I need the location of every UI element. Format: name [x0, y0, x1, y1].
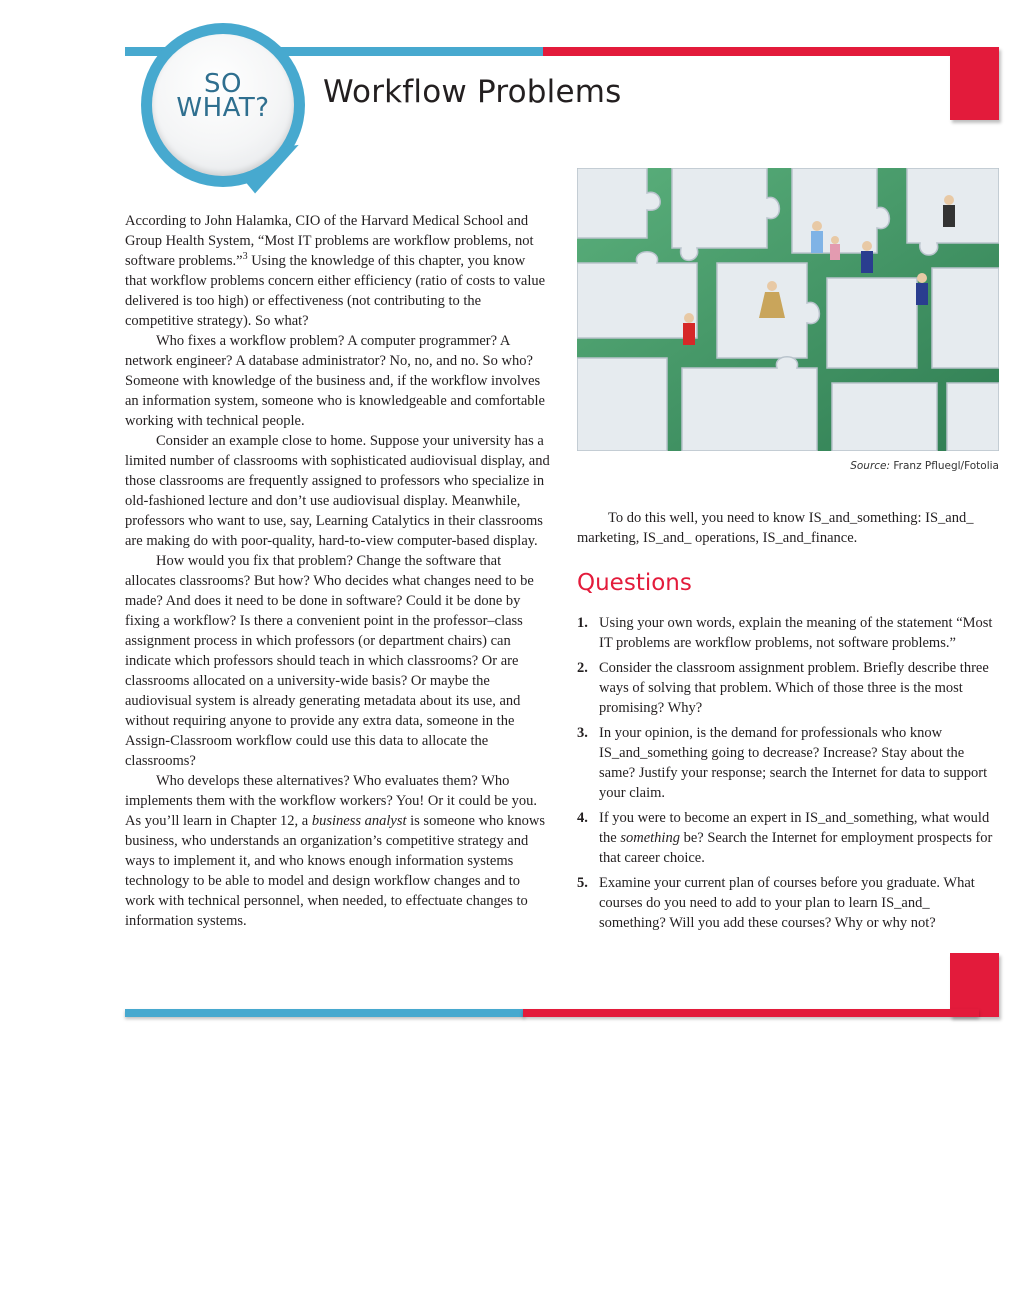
question-text: Using your own words, explain the meaning of the statement “Most IT problems are workflow problems, not software problems.”: [599, 615, 993, 651]
paragraph-1-b: Using the knowledge of this chapter, you know that workflow problems concern either efficiency (ratio of costs to value delivered is too high) or effectiveness (not contributing to the competitive strategy). So what?: [125, 253, 546, 329]
header-red-bar: [543, 47, 979, 56]
header-red-tab: [950, 47, 999, 120]
footer-red-bar: [523, 1009, 979, 1017]
question-number: 5.: [577, 875, 588, 891]
paragraph-5-a: Who develops these alternatives? Who evaluates them? Who implements them with the workflow workers? You! Or it could be you. As you’ll learn in Chapter 12, a: [125, 773, 537, 829]
so-what-badge-text: [152, 69, 294, 123]
paragraph-1-a: According to John Halamka, CIO of the Harvard Medical School and Group Health System, “Most IT problems are workflow problems, not software problems.”: [125, 213, 534, 269]
photo-credit-text: Franz Pfluegl/Fotolia: [890, 460, 999, 472]
paragraph-1: [125, 211, 550, 331]
photo-credit-label: Source:: [850, 460, 891, 472]
photo-credit: [577, 460, 999, 472]
question-item-5: [577, 873, 997, 933]
badge-line-2: WHAT?: [176, 93, 270, 123]
question-text: In your opinion, is the demand for professionals who know IS_and_something going to decrease? Increase? Stay about the same? Justify your response; search the Internet for data to support your claim.: [599, 725, 988, 801]
body-text-left: [125, 211, 550, 931]
page-title: Workflow Problems: [323, 74, 622, 110]
question-text: Examine your current plan of courses before you graduate. What courses do you need to add to your plan to learn IS_and_ something? Will you add these courses? Why or why not?: [599, 875, 975, 931]
question-number: 2.: [577, 660, 588, 676]
paragraph-5: [125, 771, 550, 931]
questions-heading: Questions: [577, 570, 692, 596]
question-number: 4.: [577, 810, 588, 826]
paragraph-4: How would you fix that problem? Change the software that allocates classrooms? But how? Who decides what changes need to be made? And does it need to be done in software? Could it be done by fixing a workflow? Is there a convenient point in the professor–class assignment process in which professors (or department chairs) can indicate which professors should teach in which classrooms? Or are classrooms allocated on a university-wide basis? Or maybe the audiovisual system is already generating metadata about its use, and without requiring anyone to provide any extra data, someone in the Assign-Classroom workflow could use this data to allocate the classrooms?: [125, 553, 534, 769]
question-item-3: [577, 723, 997, 803]
footer-blue-bar: [125, 1009, 525, 1017]
paragraph-3: Consider an example close to home. Suppose your university has a limited number of classrooms with sophisticated audiovisual display, and those classrooms are frequently assigned to professors who specialize in old-fashioned lecture and don’t use audiovisual display. Meanwhile, professors who want to use, say, Learning Catalytics in their classrooms are making do with poor-quality, hard-to-view computer-based display.: [125, 433, 550, 549]
question-text-em: something: [620, 830, 680, 846]
footer-red-tab: [950, 953, 999, 1017]
question-text-a: If you were to become an expert in IS_and_something, what would the: [599, 810, 990, 846]
question-item-4: [577, 808, 997, 868]
puzzle-photo: [577, 168, 999, 451]
questions-list: [577, 613, 997, 938]
question-text: Consider the classroom assignment problem. Briefly describe three ways of solving that problem. Which of those three is the most promising? Why?: [599, 660, 989, 716]
question-item-2: [577, 658, 997, 718]
question-number: 3.: [577, 725, 588, 741]
footnote-marker: 3: [242, 251, 248, 263]
paragraph-5-b: is someone who knows business, who understands an organization’s competitive strategy and ways to implement it, and who knows enough information systems technology to be able to model and design workflow changes and to work with technical personnel, when needed, to effectuate changes to information systems.: [125, 813, 546, 929]
right-intro-paragraph: To do this well, you need to know IS_and_something: IS_and_ marketing, IS_and_ operations, IS_and_finance.: [577, 510, 974, 546]
paragraph-2: Who fixes a workflow problem? A computer programmer? A network engineer? A database administrator? No, no, and no. So who? Someone with knowledge of the business and, if the workflow involves an information system, someone who is knowledgeable and comfortable working with technical people.: [125, 333, 545, 429]
question-item-1: [577, 613, 997, 653]
question-text-b: be? Search the Internet for employment prospects for that career choice.: [599, 830, 993, 866]
paragraph-5-em: business analyst: [311, 813, 407, 829]
question-number: 1.: [577, 615, 588, 631]
badge-line-1: SO: [204, 69, 242, 99]
